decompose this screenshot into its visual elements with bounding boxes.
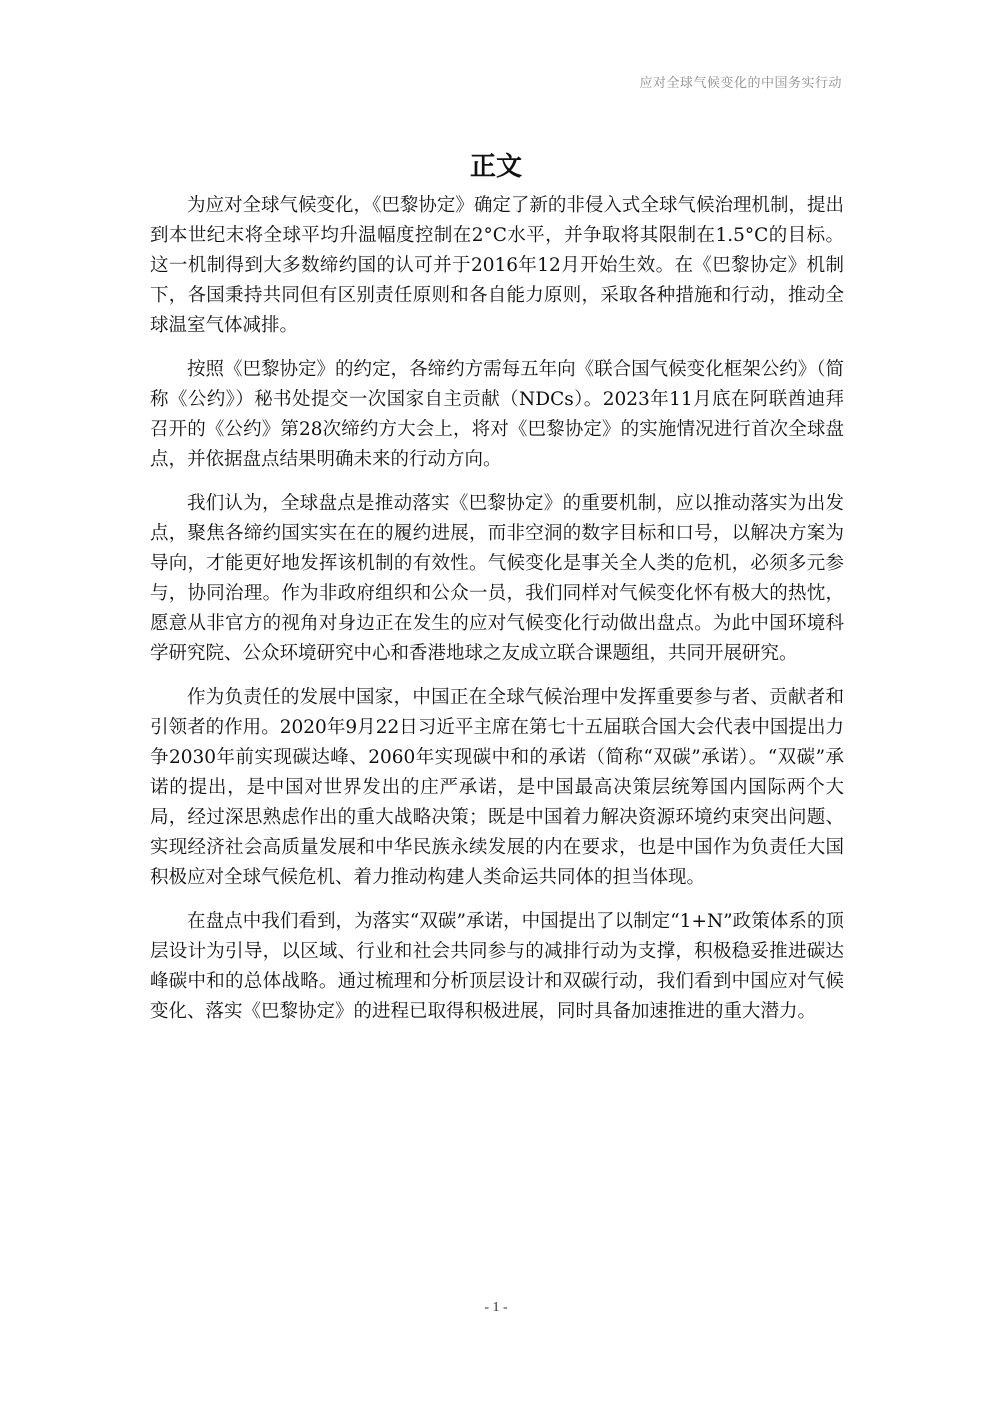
paragraph-5: 在盘点中我们看到，为落实“双碳”承诺，中国提出了以制定“1+N”政策体系的顶层设计为引导，以区域、行业和社会共同参与的减排行动为支撑，积极稳妥推进碳达峰碳中和的总体战略。通过梳理和分析顶层设计和双碳行动，我们看到中国应对气候变化、落实《巴黎协定》的进程已取得积极进展，同时具备加速推进的重大潜力。 bbox=[150, 911, 844, 1022]
page-number: - 1 - bbox=[484, 1300, 508, 1315]
paragraph-2: 按照《巴黎协定》的约定，各缔约方需每五年向《联合国气候变化框架公约》（简称《公约》）秘书处提交一次国家自主贡献（NDCs）。2023年11月底在阿联酋迪拜召开的《公约》第28次缔约方大会上，将对《巴黎协定》的实施情况进行首次全球盘点，并依据盘点结果明确未来的行动方向。 bbox=[150, 359, 844, 470]
paragraph-4: 作为负责任的发展中国家，中国正在全球气候治理中发挥重要参与者、贡献者和引领者的作用。2020年9月22日习近平主席在第七十五届联合国大会代表中国提出力争2030年前实现碳达峰、2060年实现碳中和的承诺（简称“双碳”承诺）。“双碳”承诺的提出，是中国对世界发出的庄严承诺，是中国最高决策层统筹国内国际两个大局，经过深思熟虑作出的重大战略决策；既是中国着力解决资源环境约束突出问题、实现经济社会高质量发展和中华民族永续发展的内在要求，也是中国作为负责任大国积极应对全球气候危机、着力推动构建人类命运共同体的担当体现。 bbox=[150, 687, 844, 888]
paragraph-1: 为应对全球气候变化，《巴黎协定》确定了新的非侵入式全球气候治理机制，提出到本世纪末将全球平均升温幅度控制在2°C水平，并争取将其限制在1.5°C的目标。这一机制得到大多数缔约国的认可并于2016年12月开始生效。在《巴黎协定》机制下，各国秉持共同但有区别责任原则和各自能力原则，采取各种措施和行动，推动全球温室气体减排。 bbox=[150, 195, 844, 336]
page-title: 正文 bbox=[469, 152, 522, 182]
paragraph-3: 我们认为，全球盘点是推动落实《巴黎协定》的重要机制，应以推动落实为出发点，聚焦各缔约国实实在在的履约进展，而非空洞的数字目标和口号，以解决方案为导向，才能更好地发挥该机制的有效性。气候变化是事关全人类的危机，必须多元参与，协同治理。作为非政府组织和公众一员，我们同样对气候变化怀有极大的热忱，愿意从非官方的视角对身边正在发生的应对气候变化行动做出盘点。为此中国环境科学研究院、公众环境研究中心和香港地球之友成立联合课题组，共同开展研究。 bbox=[150, 493, 844, 664]
body-text bbox=[150, 191, 844, 1041]
running-header: 应对全球气候变化的中国务实行动 bbox=[639, 76, 842, 91]
